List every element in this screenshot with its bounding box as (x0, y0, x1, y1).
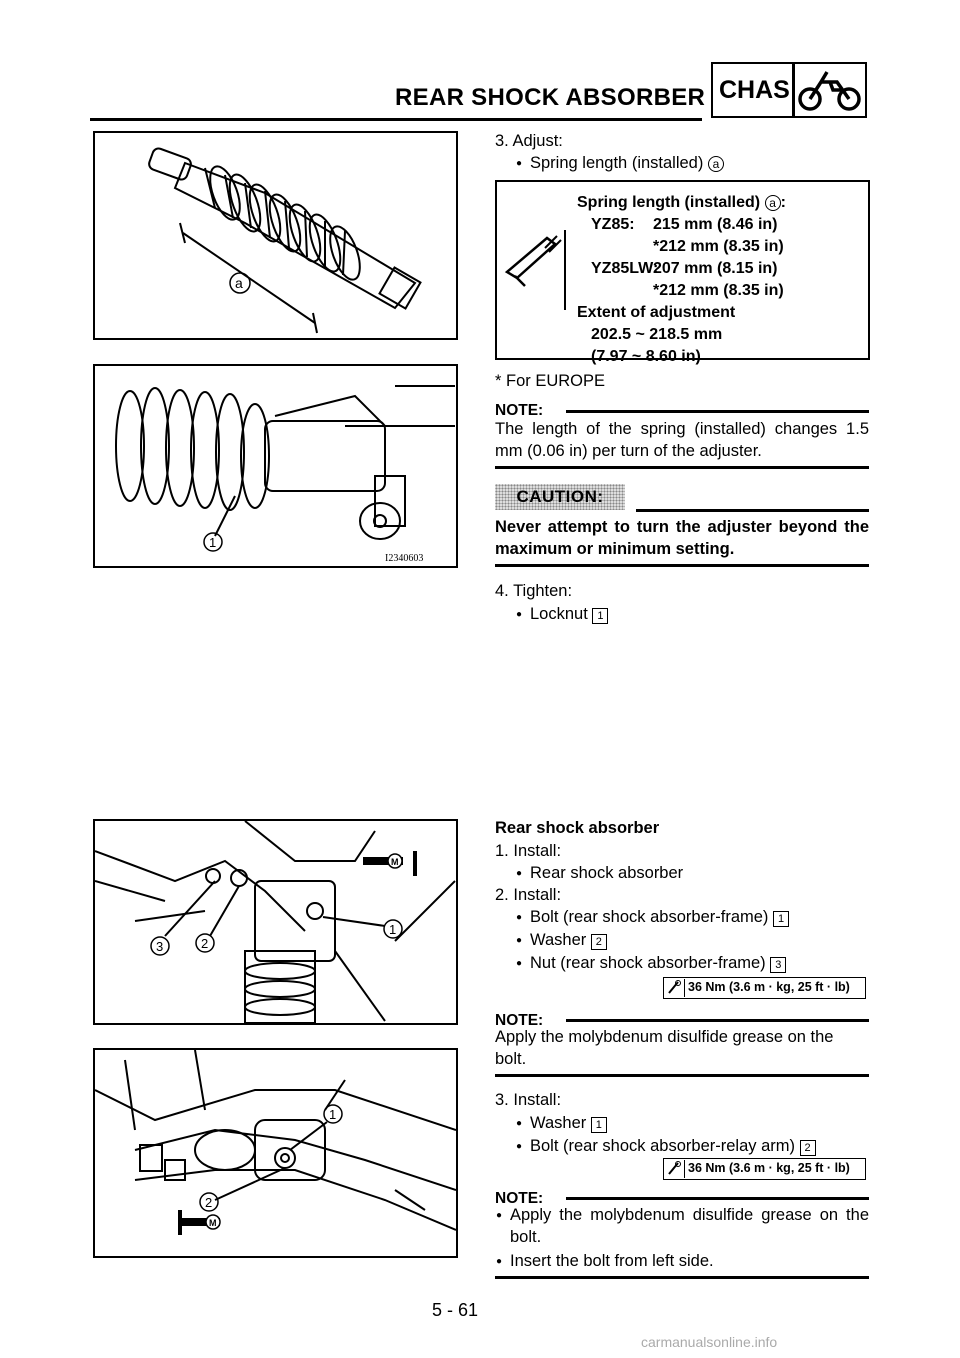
header-rule (90, 118, 702, 121)
note-label: NOTE: (495, 1012, 544, 1029)
watermark: carmanualsonline.info (641, 1334, 778, 1350)
grease-applicator-icon (363, 851, 415, 876)
note-label: NOTE: (495, 402, 544, 419)
note-rule-bottom (495, 1276, 869, 1279)
note-text: The length of the spring (installed) changes 1.5 mm (0.06 in) per turn of the adjuster. (495, 420, 869, 460)
caution-text: Never attempt to turn the adjuster beyond the maximum or minimum setting. (495, 518, 869, 558)
spec-model: YZ85: (591, 216, 635, 233)
item-text: Washer (530, 1114, 587, 1132)
install-step-2-item (530, 952, 786, 974)
item-mark: 1 (592, 608, 608, 624)
figure-spring-length (93, 131, 458, 340)
install-step-3-item (530, 1135, 816, 1157)
item-text: Spring length (installed) (530, 154, 704, 172)
spec-model: YZ85LW: (591, 260, 659, 277)
install-step-3 (495, 1089, 561, 1111)
spec-title-text: Spring length (installed) (577, 194, 761, 211)
step-4-item (530, 603, 608, 625)
torque-value: 36 Nm (3.6 m · kg, 25 ft · lb) (688, 1161, 850, 1175)
section-label: CHAS (719, 76, 790, 104)
frame-bolt-illustration (95, 821, 456, 1023)
install-step-1 (495, 840, 561, 862)
note-rule-top (566, 410, 869, 413)
grease-label: M (209, 1218, 217, 1228)
spec-box-spring-length (495, 180, 870, 365)
step-action: Install: (513, 1091, 562, 1109)
step-action: Tighten: (513, 582, 573, 600)
step-4-tighten (495, 580, 572, 602)
step-action: Install: (513, 886, 562, 904)
figure-shock-frame-bolt (93, 819, 458, 1025)
torque-spec (663, 977, 866, 999)
item-mark: 2 (591, 934, 607, 950)
shock-absorber-illustration (95, 133, 456, 338)
note-bullet: ● Insert the bolt from left side. (510, 1250, 869, 1272)
caliper-icon (497, 182, 567, 358)
torque-spec (663, 1158, 866, 1180)
spec-extent-value: 202.5 ~ 218.5 mm (591, 326, 723, 343)
item-mark: 1 (773, 911, 789, 927)
figure-label: 2 (201, 936, 209, 951)
item-mark: 2 (800, 1140, 816, 1156)
caution-rule-bottom (495, 564, 869, 567)
motorcycle-icon (797, 68, 863, 114)
step-number: 4. (495, 582, 509, 600)
spec-title: Spring length (installed) a : (577, 194, 786, 211)
spec-title-mark: a (765, 195, 781, 211)
install-step-3-item (530, 1112, 607, 1134)
step-number: 3. (495, 1091, 509, 1109)
page-title: REAR SHOCK ABSORBER (395, 84, 706, 111)
step-number: 3. (495, 132, 509, 150)
spec-value: 207 mm (8.15 in) (653, 260, 778, 277)
install-step-1-item: ● Rear shock absorber (530, 862, 683, 884)
install-step-2-item (530, 906, 789, 928)
spec-rows (577, 214, 786, 302)
note-rule-bottom (495, 466, 869, 469)
figure-label: 1 (209, 535, 217, 550)
note-rule-top (566, 1197, 869, 1200)
note-rule-top (566, 1019, 869, 1022)
caution-label: CAUTION: (495, 484, 625, 510)
note-bullet: ● Apply the molybdenum disulfide grease on the bolt. (510, 1204, 869, 1248)
relay-arm-illustration (95, 1050, 456, 1256)
install-step-2-item (530, 929, 607, 951)
step-3-item (530, 152, 724, 174)
torque-wrench-icon (666, 1160, 685, 1178)
step-action: Adjust: (512, 132, 563, 150)
step-number: 1. (495, 842, 509, 860)
spec-value: *212 mm (8.35 in) (653, 282, 784, 299)
figure-label: 1 (329, 1107, 337, 1122)
figure-label: 2 (205, 1195, 213, 1210)
section-divider (792, 64, 795, 116)
step-number: 2. (495, 886, 509, 904)
section-tab (711, 62, 867, 118)
section-heading: Rear shock absorber (495, 819, 660, 837)
spec-extent-label: Extent of adjustment (577, 304, 736, 321)
spec-value: *212 mm (8.35 in) (653, 238, 784, 255)
spec-row (591, 280, 786, 302)
torque-value: 36 Nm (3.6 m · kg, 25 ft · lb) (688, 980, 850, 994)
torque-wrench-icon (666, 979, 685, 997)
grease-label: M (391, 857, 399, 867)
note-text: Apply the molybdenum disulfide grease on the bolt. (495, 1028, 834, 1068)
step-3-adjust (495, 130, 563, 152)
spec-row (591, 236, 786, 258)
figure-label: 3 (156, 939, 164, 954)
item-text: Bolt (rear shock absorber-frame) (530, 908, 769, 926)
figure-locknut (93, 364, 458, 568)
item-text: Nut (rear shock absorber-frame) (530, 954, 766, 972)
item-mark: 3 (770, 957, 786, 973)
figure-label: a (235, 275, 243, 291)
spec-row (591, 214, 786, 236)
page-number: 5 - 61 (432, 1300, 479, 1320)
step-action: Install: (513, 842, 562, 860)
spec-extent-value: (7.97 ~ 8.60 in) (591, 348, 701, 365)
europe-note: * For EUROPE (495, 372, 606, 390)
figure-code: I2340603 (385, 553, 424, 564)
grease-applicator-icon (180, 1210, 220, 1235)
figure-label: 1 (389, 922, 397, 937)
item-text: Washer (530, 931, 587, 949)
item-text: Locknut (530, 605, 588, 623)
caution-rule-top (636, 509, 869, 512)
item-mark: a (708, 156, 724, 172)
figure-relay-arm-bolt (93, 1048, 458, 1258)
locknut-illustration (95, 366, 456, 566)
note-label: NOTE: (495, 1190, 544, 1207)
note-rule-bottom (495, 1074, 869, 1077)
item-text: Bolt (rear shock absorber-relay arm) (530, 1137, 795, 1155)
install-step-2 (495, 884, 561, 906)
spec-value: 215 mm (8.46 in) (653, 216, 778, 233)
spec-row (591, 258, 786, 280)
item-mark: 1 (591, 1117, 607, 1133)
